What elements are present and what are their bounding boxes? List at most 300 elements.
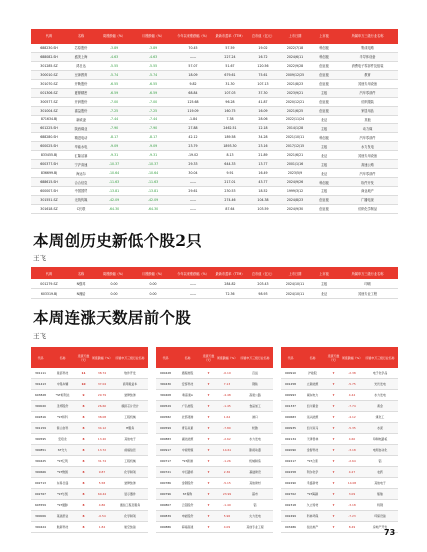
table-cell: 主板 bbox=[311, 142, 337, 151]
column-header: 总市值（亿元） bbox=[247, 267, 279, 279]
table-cell: 600025.SH bbox=[31, 142, 67, 151]
table-cell: 000886 bbox=[156, 522, 175, 533]
table-cell: -6.59 bbox=[133, 88, 173, 97]
table-cell: -2.64 bbox=[342, 456, 362, 467]
table-cell: 航空装备 bbox=[112, 522, 148, 533]
table-cell: 4.27 bbox=[342, 467, 362, 478]
table-row bbox=[31, 187, 398, 196]
table-cell: 601225.SH bbox=[31, 124, 67, 133]
table-cell: 7 bbox=[325, 478, 342, 489]
table-cell: 4.86 bbox=[92, 500, 112, 511]
table-cell: 11 bbox=[75, 368, 92, 379]
table-cell: -5.15 bbox=[217, 478, 237, 489]
table-row bbox=[31, 195, 398, 204]
table-cell: 29.33 bbox=[173, 160, 213, 169]
table-cell: 189.58 bbox=[213, 133, 247, 142]
table-row bbox=[31, 390, 148, 401]
table-row bbox=[156, 522, 273, 533]
table-cell: 002134 bbox=[281, 434, 300, 445]
table-cell: 合合信息 bbox=[67, 178, 95, 187]
author-name: 王飞 bbox=[33, 332, 46, 340]
table-cell: -5.55 bbox=[133, 61, 173, 70]
table-cell: 7 bbox=[200, 500, 217, 511]
column-header: 名称 bbox=[67, 267, 95, 279]
table-cell: 印制电路板 bbox=[362, 434, 398, 445]
table-cell: 其他专业工程 bbox=[337, 289, 398, 299]
column-header: 周涨跌幅（%） bbox=[95, 29, 133, 44]
column-header: 周涨跌幅（%） bbox=[92, 347, 112, 368]
table-cell: -9.31 bbox=[133, 151, 173, 160]
table-cell: 2020/12/21 bbox=[279, 97, 311, 106]
table-cell: 消费电子零部件及组装 bbox=[337, 61, 398, 70]
table-cell: -10.37 bbox=[95, 160, 133, 169]
table-header bbox=[31, 29, 398, 44]
table-row bbox=[31, 61, 398, 70]
table-cell: 7 bbox=[200, 434, 217, 445]
table-cell: 1.84 bbox=[92, 522, 112, 533]
table-cell: 300408 bbox=[156, 390, 175, 401]
table-cell: 海南高速 bbox=[175, 522, 200, 533]
table-row bbox=[31, 445, 148, 456]
table-cell: -1.45 bbox=[217, 401, 237, 412]
table-cell: -5.75 bbox=[342, 379, 362, 390]
table-row bbox=[156, 423, 273, 434]
table-cell: 电网自动化 bbox=[362, 445, 398, 456]
table-row bbox=[156, 478, 273, 489]
column-header: 月涨跌幅（%） bbox=[133, 267, 173, 279]
table-row bbox=[31, 204, 398, 213]
table-cell: 开勒股份 bbox=[67, 79, 95, 88]
table-cell: 644.33 bbox=[213, 160, 247, 169]
table-cell: 东易日盛 bbox=[50, 478, 75, 489]
table-cell: 284.82 bbox=[213, 279, 247, 289]
table-cell: 14.08 bbox=[342, 478, 362, 489]
table-cell: 电子化学品 bbox=[362, 368, 398, 379]
column-header: 周涨跌幅（%） bbox=[95, 267, 133, 279]
table-row bbox=[281, 401, 398, 412]
table-cell: 002318 bbox=[281, 500, 300, 511]
table-cell: 印刷 bbox=[337, 279, 398, 289]
table-cell: *ST亿利 bbox=[50, 456, 75, 467]
table-cell: 125.68 bbox=[173, 97, 213, 106]
table-cell: 2024/10/11 bbox=[279, 279, 311, 289]
table-cell: 安泰科技 bbox=[175, 379, 200, 390]
table-cell: 房地产开发 bbox=[362, 522, 398, 533]
table-cell: 001306.SZ bbox=[31, 88, 67, 97]
table-cell: 7 bbox=[325, 434, 342, 445]
table-cell: 16.49 bbox=[247, 169, 279, 178]
table-cell: -9.31 bbox=[95, 151, 133, 160]
table-cell: 7 bbox=[325, 511, 342, 522]
table-cell: 1893.30 bbox=[213, 142, 247, 151]
table-cell: 7 bbox=[200, 456, 217, 467]
table-row bbox=[281, 489, 398, 500]
table-cell: 603559 bbox=[31, 500, 50, 511]
stock-table-new-low bbox=[31, 267, 398, 299]
table-cell: 闽东电力 bbox=[300, 390, 325, 401]
table-cell: 300010.SZ bbox=[31, 70, 67, 79]
table-cell: 7 bbox=[200, 511, 217, 522]
table-cell: 8.13 bbox=[213, 151, 247, 160]
table-cell: 2022/11/24 bbox=[279, 115, 311, 124]
table-cell: 主板 bbox=[311, 160, 337, 169]
table-cell: 8 bbox=[75, 511, 92, 522]
table-row bbox=[281, 368, 398, 379]
table-cell: 家居用品 bbox=[337, 106, 398, 115]
table-cell: 7 bbox=[325, 445, 342, 456]
table-cell: 300006 bbox=[31, 511, 50, 522]
table-cell: 2009/12/25 bbox=[279, 70, 311, 79]
table-cell: *ST柯利达 bbox=[50, 390, 75, 401]
table-cell: 301004.SZ bbox=[31, 106, 67, 115]
table-cell: 8.49 bbox=[342, 522, 362, 533]
table-cell: *ST海越 bbox=[300, 489, 325, 500]
table-cell: *ST和科 bbox=[50, 412, 75, 423]
table-cell: 7 bbox=[325, 456, 342, 467]
table-cell: 中国国贸 bbox=[67, 187, 95, 196]
table-cell: 半导体设备 bbox=[337, 52, 398, 61]
column-header: 代码 bbox=[281, 347, 300, 368]
table-row bbox=[156, 379, 273, 390]
table-cell: 科创板 bbox=[311, 52, 337, 61]
table-row bbox=[31, 467, 148, 478]
table-cell: 火力发电 bbox=[237, 511, 273, 522]
table-cell: 103.59 bbox=[247, 204, 279, 213]
table-cell: -2.38 bbox=[342, 368, 362, 379]
table-cell: 000786 bbox=[156, 478, 175, 489]
table-cell: 38.08 bbox=[92, 412, 112, 423]
table-cell: -42.09 bbox=[133, 195, 173, 204]
table-cell: 主板 bbox=[311, 279, 337, 289]
table-row bbox=[156, 511, 273, 522]
table-cell: 230.53 bbox=[213, 187, 247, 196]
gain-table-1 bbox=[31, 347, 148, 533]
table-cell: 18.09 bbox=[173, 70, 213, 79]
table-row bbox=[156, 445, 273, 456]
table-cell: 8 bbox=[75, 467, 92, 478]
table-cell: 7 bbox=[325, 390, 342, 401]
table-cell: 芯原股份 bbox=[67, 44, 95, 52]
table-cell: 119.09 bbox=[173, 106, 213, 115]
table-cell: 纺织服装 bbox=[337, 97, 398, 106]
table-cell: 科林环保 bbox=[300, 511, 325, 522]
table-cell: 精进电动 bbox=[67, 133, 95, 142]
table-cell: -42.09 bbox=[95, 195, 133, 204]
table-cell: -8.17 bbox=[95, 133, 133, 142]
table-cell: 7 bbox=[200, 412, 217, 423]
table-cell: 13.72 bbox=[92, 445, 112, 456]
table-cell: 301111 bbox=[31, 368, 50, 379]
table-row bbox=[31, 368, 148, 379]
table-cell: -0.19 bbox=[217, 368, 237, 379]
table-cell: 57.07 bbox=[173, 61, 213, 70]
table-cell: -5.74 bbox=[133, 70, 173, 79]
table-row bbox=[281, 434, 398, 445]
table-cell: 9.87 bbox=[92, 467, 112, 478]
table-cell: 57.59 bbox=[213, 44, 247, 52]
table-cell: 软件开发 bbox=[337, 178, 398, 187]
table-cell: 青岛双星 bbox=[175, 423, 200, 434]
table-cell: 科创板 bbox=[311, 178, 337, 187]
table-cell: 000807 bbox=[156, 500, 175, 511]
table-cell: 8 bbox=[75, 500, 92, 511]
table-cell: -8.17 bbox=[133, 133, 173, 142]
table-cell: 688082.SH bbox=[31, 52, 67, 61]
table-cell: 2022/7/18 bbox=[279, 44, 311, 52]
table-cell: 68.84 bbox=[173, 88, 213, 97]
table-cell: 29.79 bbox=[92, 390, 112, 401]
table-cell: 通信工程及服务 bbox=[112, 500, 148, 511]
table-cell: —— bbox=[173, 195, 213, 204]
table-cell: 300020 bbox=[31, 401, 50, 412]
table-cell: 粤高速A bbox=[175, 390, 200, 401]
table-row bbox=[31, 379, 148, 390]
table-cell: 8 bbox=[75, 478, 92, 489]
table-cell: -1.26 bbox=[217, 456, 237, 467]
table-cell: 23.79 bbox=[173, 142, 213, 151]
table-cell: 汇隆活塞 bbox=[67, 151, 95, 160]
column-header: 名称 bbox=[50, 347, 75, 368]
column-header: 所属申万三级行业名称 bbox=[112, 347, 148, 368]
table-cell: -64.30 bbox=[133, 204, 173, 213]
table-cell: 8 bbox=[75, 434, 92, 445]
table-cell: 2024/9/26 bbox=[279, 178, 311, 187]
table-cell: 前端信息 bbox=[112, 445, 148, 456]
table-cell: —— bbox=[173, 289, 213, 299]
table-cell: 汽车零部件 bbox=[337, 88, 398, 97]
table-cell: 7 bbox=[200, 489, 217, 500]
table-cell: 其他专业工程 bbox=[237, 522, 273, 533]
table-cell: 72.36 bbox=[213, 289, 247, 299]
table-cell: 水力发电 bbox=[237, 434, 273, 445]
table-cell: 湖北能源 bbox=[175, 434, 200, 445]
table-cell: 104.38 bbox=[247, 195, 279, 204]
table-cell: 汽车零部件 bbox=[337, 169, 398, 178]
table-cell: 14.61 bbox=[217, 445, 237, 456]
table-cell: 科创板 bbox=[311, 44, 337, 52]
table-cell: 其他 bbox=[337, 115, 398, 124]
table-cell: 教育 bbox=[337, 70, 398, 79]
table-cell: -4.63 bbox=[133, 52, 173, 61]
table-cell: 301285.SZ bbox=[31, 61, 67, 70]
table-cell: 16.72 bbox=[247, 52, 279, 61]
table-cell: 莱美药业 bbox=[50, 511, 75, 522]
table-cell: 300424 bbox=[31, 522, 50, 533]
table-cell: 41.87 bbox=[247, 97, 279, 106]
table-cell: -1.84 bbox=[173, 115, 213, 124]
table-cell: -5.55 bbox=[95, 61, 133, 70]
table-cell: 27.88 bbox=[173, 124, 213, 133]
table-cell: 特钢 bbox=[362, 500, 398, 511]
table-cell: 75.61 bbox=[247, 70, 279, 79]
table-cell: 002217 bbox=[281, 456, 300, 467]
table-cell: 7 bbox=[200, 368, 217, 379]
table-row bbox=[31, 412, 148, 423]
table-row bbox=[281, 522, 398, 533]
table-cell: 23.99 bbox=[217, 489, 237, 500]
table-cell: 001258 bbox=[281, 379, 300, 390]
table-cell: 远兴能源 bbox=[300, 412, 325, 423]
table-cell: 002767 bbox=[31, 489, 50, 500]
column-header: 今年以来涨跌幅（%） bbox=[173, 267, 213, 279]
table-cell: -7.80 bbox=[217, 423, 237, 434]
table-cell: 7 bbox=[200, 390, 217, 401]
table-cell: 9 bbox=[75, 390, 92, 401]
table-cell: 百货 bbox=[237, 368, 273, 379]
table-cell: 001337 bbox=[281, 401, 300, 412]
table-cell: 圣邦股份 bbox=[50, 401, 75, 412]
table-cell: 2021/8/23 bbox=[279, 79, 311, 88]
table-cell: 食品加工 bbox=[237, 401, 273, 412]
table-cell: 久立特材 bbox=[300, 500, 325, 511]
table-cell: -7.74 bbox=[342, 401, 362, 412]
table-cell: 51.67 bbox=[213, 61, 247, 70]
table-row bbox=[31, 133, 398, 142]
column-header: 最新市盈率（TTM） bbox=[213, 29, 247, 44]
table-cell: 无线传媒 bbox=[67, 195, 95, 204]
table-cell: 7 bbox=[325, 423, 342, 434]
table-cell: 装修装饰 bbox=[112, 478, 148, 489]
table-row bbox=[156, 434, 273, 445]
table-cell: 北证 bbox=[311, 151, 337, 160]
table-cell: 96.28 bbox=[213, 97, 247, 106]
table-cell: 37.04 bbox=[92, 379, 112, 390]
table-cell: 北证 bbox=[311, 169, 337, 178]
table-cell: -7.44 bbox=[133, 115, 173, 124]
table-cell: 3.09 bbox=[342, 489, 362, 500]
table-row bbox=[31, 522, 148, 533]
table-row bbox=[31, 151, 398, 160]
table-cell: 603319.BJ bbox=[31, 289, 67, 299]
table-cell: -1.49 bbox=[217, 500, 237, 511]
table-cell: 13.77 bbox=[247, 160, 279, 169]
table-cell: 217.01 bbox=[213, 178, 247, 187]
table-cell: —— bbox=[173, 279, 213, 289]
column-header: 周涨跌幅（%） bbox=[342, 347, 362, 368]
table-row bbox=[31, 169, 398, 178]
table-cell: 0.00 bbox=[95, 279, 133, 289]
table-cell: 301070.SZ bbox=[31, 79, 67, 88]
table-cell: -6.55 bbox=[133, 79, 173, 88]
table-row bbox=[31, 178, 398, 187]
table-cell: -10.64 bbox=[133, 169, 173, 178]
table-cell: 主板 bbox=[311, 124, 337, 133]
table-cell: 2021/10/11 bbox=[279, 133, 311, 142]
table-cell: 立新能源 bbox=[300, 379, 325, 390]
table-cell: 19.02 bbox=[247, 44, 279, 52]
table-cell: 星宸科技 bbox=[50, 368, 75, 379]
table-cell: 广播电视 bbox=[337, 195, 398, 204]
table-cell: 31.30 bbox=[213, 79, 247, 88]
table-cell: 8 bbox=[75, 445, 92, 456]
table-header bbox=[31, 347, 148, 368]
gain-table-2 bbox=[156, 347, 273, 533]
table-cell: 新威凌 bbox=[67, 115, 95, 124]
gain-table-3 bbox=[281, 347, 398, 533]
column-header: 连涨天数（天） bbox=[200, 347, 217, 368]
table-cell: 2024/6/11 bbox=[279, 52, 311, 61]
column-header: 所属申万三级行业名称 bbox=[362, 347, 398, 368]
table-cell: 2.36 bbox=[217, 467, 237, 478]
table-cell: *ST乐凯 bbox=[50, 489, 75, 500]
table-cell: 16.09 bbox=[247, 106, 279, 115]
table-cell: 北证 bbox=[311, 115, 337, 124]
table-cell: 300430 bbox=[156, 379, 175, 390]
table-cell: 60.44 bbox=[92, 489, 112, 500]
table-cell: 7 bbox=[325, 379, 342, 390]
table-cell: 002090 bbox=[281, 445, 300, 456]
page-number: 73 bbox=[384, 528, 396, 537]
table-cell: -6.59 bbox=[95, 88, 133, 97]
table-cell: 豆神教育 bbox=[67, 70, 95, 79]
table-cell: 29.61 bbox=[173, 187, 213, 196]
table-cell: 2021/6/25 bbox=[279, 106, 311, 115]
table-cell: 301413 bbox=[31, 379, 50, 390]
table-cell: *ST合泰 bbox=[300, 456, 325, 467]
table-cell: 300425 bbox=[31, 456, 50, 467]
table-cell: 工程机械 bbox=[112, 412, 148, 423]
table-cell: -13.81 bbox=[133, 187, 173, 196]
table-cell: -7.25 bbox=[95, 106, 133, 115]
table-cell: -7.90 bbox=[133, 124, 173, 133]
table-cell: 30.04 bbox=[173, 169, 213, 178]
table-cell: 超市 bbox=[237, 489, 273, 500]
table-cell: 创业板 bbox=[311, 106, 337, 115]
table-cell: 120.56 bbox=[247, 61, 279, 70]
table-cell: 28.06 bbox=[247, 115, 279, 124]
table-cell: 7 bbox=[200, 467, 217, 478]
table-cell: 商业地产 bbox=[337, 187, 398, 196]
table-cell: 7 bbox=[325, 368, 342, 379]
table-cell: 沪硅股 bbox=[300, 368, 325, 379]
table-cell: -3.18 bbox=[342, 500, 362, 511]
table-cell: 禾盛新材 bbox=[300, 478, 325, 489]
table-cell: 北部湾港 bbox=[175, 412, 200, 423]
table-row bbox=[31, 434, 148, 445]
table-cell: 23.16 bbox=[247, 142, 279, 151]
table-cell: 陕西煤业 bbox=[67, 124, 95, 133]
table-cell: 87.64 bbox=[213, 204, 247, 213]
table-cell: 7 bbox=[325, 412, 342, 423]
table-cell: 创业板 bbox=[311, 97, 337, 106]
table-row bbox=[281, 456, 398, 467]
table-cell: 9.82 bbox=[173, 79, 213, 88]
table-cell: 海达尔 bbox=[67, 169, 95, 178]
table-cell: 833455.BJ bbox=[31, 151, 67, 160]
table-row bbox=[281, 511, 398, 522]
table-cell: 装修装饰 bbox=[112, 390, 148, 401]
table-cell: 广弘控股 bbox=[175, 401, 200, 412]
table-row bbox=[31, 115, 398, 124]
table-cell: 其他建材 bbox=[237, 478, 273, 489]
table-row bbox=[31, 70, 398, 79]
table-cell: 钢铁 bbox=[237, 379, 273, 390]
table-cell: 301159 bbox=[31, 423, 50, 434]
table-cell: 中石路桥 bbox=[175, 467, 200, 478]
table-cell: 2024/8/23 bbox=[279, 195, 311, 204]
table-cell: 商用载货车 bbox=[112, 379, 148, 390]
column-header: 上市日期 bbox=[279, 267, 311, 279]
table-cell: 31.74 bbox=[92, 456, 112, 467]
table-cell: 2023/5/9 bbox=[279, 169, 311, 178]
table-row bbox=[31, 106, 398, 115]
table-cell: 开润股份 bbox=[67, 97, 95, 106]
table-cell: 铝 bbox=[362, 456, 398, 467]
table-cell: 160.75 bbox=[213, 106, 247, 115]
table-cell: 其他专用设备 bbox=[337, 79, 398, 88]
table-cell: 其他电子 bbox=[112, 434, 148, 445]
table-cell: 主板 bbox=[311, 187, 337, 196]
